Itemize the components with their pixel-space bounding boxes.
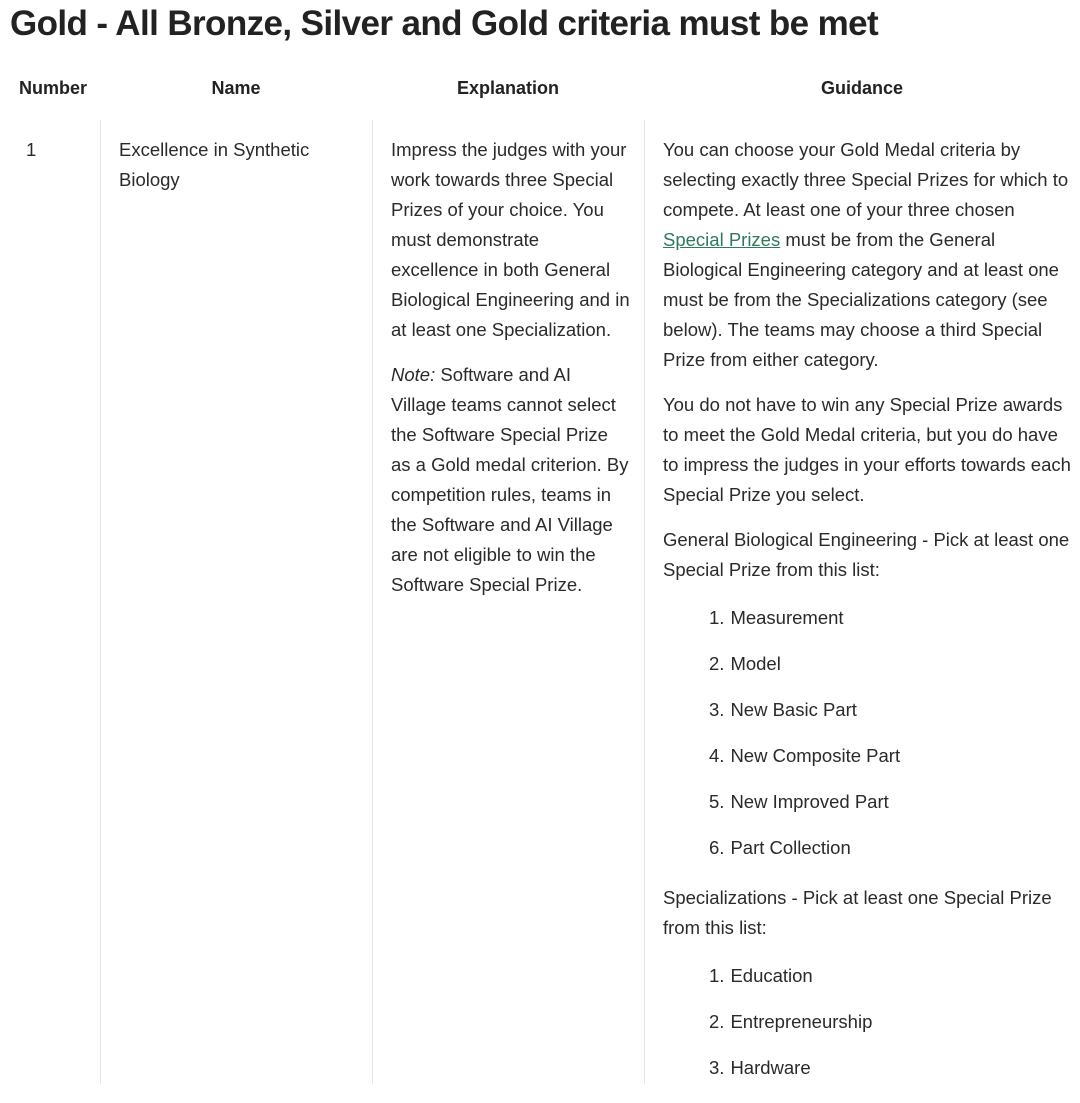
- cell-guidance: [663, 135, 1078, 1103]
- column-divider: [372, 120, 373, 1084]
- note-text: Software and AI Village teams cannot select the Software Special Prize as a Gold medal criterion. By competition rules, teams in the Software and AI Village are not eligible to win the Software Special Prize.: [391, 364, 629, 595]
- header-guidance: Guidance: [820, 78, 904, 98]
- list-item-label: Entrepreneurship: [730, 1011, 873, 1032]
- specializations-heading: Specializations - Pick at least one Special Prize from this list:: [663, 887, 1052, 938]
- list-item: [709, 649, 1078, 679]
- list-item: [709, 603, 1078, 633]
- list-item: [709, 961, 1078, 991]
- cell-number: 1: [26, 139, 37, 160]
- column-divider: [100, 120, 101, 1084]
- list-item-number: 1.: [709, 965, 725, 986]
- guidance-text-after-link: must be from the General Biological Engineering category and at least one must be from the Specializations category (see below). The teams may choose a third Special Prize from either category.: [663, 229, 1059, 370]
- list-item-number: 2.: [709, 1011, 725, 1032]
- list-item-label: Measurement: [730, 607, 844, 628]
- page-title: Gold - All Bronze, Silver and Gold criteria must be met: [10, 4, 879, 43]
- list-item-label: New Basic Part: [730, 699, 857, 720]
- guidance-paragraph-1: [663, 135, 1078, 375]
- cell-explanation: [391, 135, 631, 615]
- list-item: [709, 787, 1078, 817]
- general-engineering-heading: General Biological Engineering - Pick at least one Special Prize from this list:: [663, 529, 1070, 580]
- explanation-note: [391, 360, 631, 600]
- list-item-label: Part Collection: [730, 837, 851, 858]
- list-item-number: 3.: [709, 699, 725, 720]
- list-item-number: 6.: [709, 837, 725, 858]
- cell-name: Excellence in Synthetic Biology: [119, 139, 310, 190]
- list-item-label: Model: [730, 653, 781, 674]
- list-item-label: Education: [730, 965, 813, 986]
- list-item-label: Hardware: [730, 1057, 811, 1078]
- list-item-number: 2.: [709, 653, 725, 674]
- list-item-label: New Improved Part: [730, 791, 889, 812]
- specializations-prize-list: [663, 961, 1078, 1083]
- list-item-number: 1.: [709, 607, 725, 628]
- general-prize-list: [663, 603, 1078, 863]
- list-item: [709, 695, 1078, 725]
- list-item: [709, 741, 1078, 771]
- list-item-label: New Composite Part: [730, 745, 901, 766]
- special-prizes-link[interactable]: Special Prizes: [663, 229, 781, 250]
- list-item-number: 3.: [709, 1057, 725, 1078]
- list-item-number: 4.: [709, 745, 725, 766]
- list-item: [709, 833, 1078, 863]
- list-item: [709, 1053, 1078, 1083]
- list-item-number: 5.: [709, 791, 725, 812]
- header-number: Number: [19, 78, 88, 98]
- explanation-paragraph: Impress the judges with your work towards three Special Prizes of your choice. You must demonstrate excellence in both General Biological Engineering and in at least one Specialization.: [391, 139, 630, 340]
- header-name: Name: [211, 78, 261, 98]
- note-label: Note:: [391, 364, 436, 385]
- list-item: [709, 1007, 1078, 1037]
- guidance-text-before-link: You can choose your Gold Medal criteria by selecting exactly three Special Prizes for which to compete. At least one of your three chosen: [663, 139, 1069, 220]
- header-explanation: Explanation: [456, 78, 559, 98]
- guidance-paragraph-2: You do not have to win any Special Prize awards to meet the Gold Medal criteria, but you do have to impress the judges in your efforts towards each Special Prize you select.: [663, 394, 1071, 505]
- column-divider: [644, 120, 645, 1084]
